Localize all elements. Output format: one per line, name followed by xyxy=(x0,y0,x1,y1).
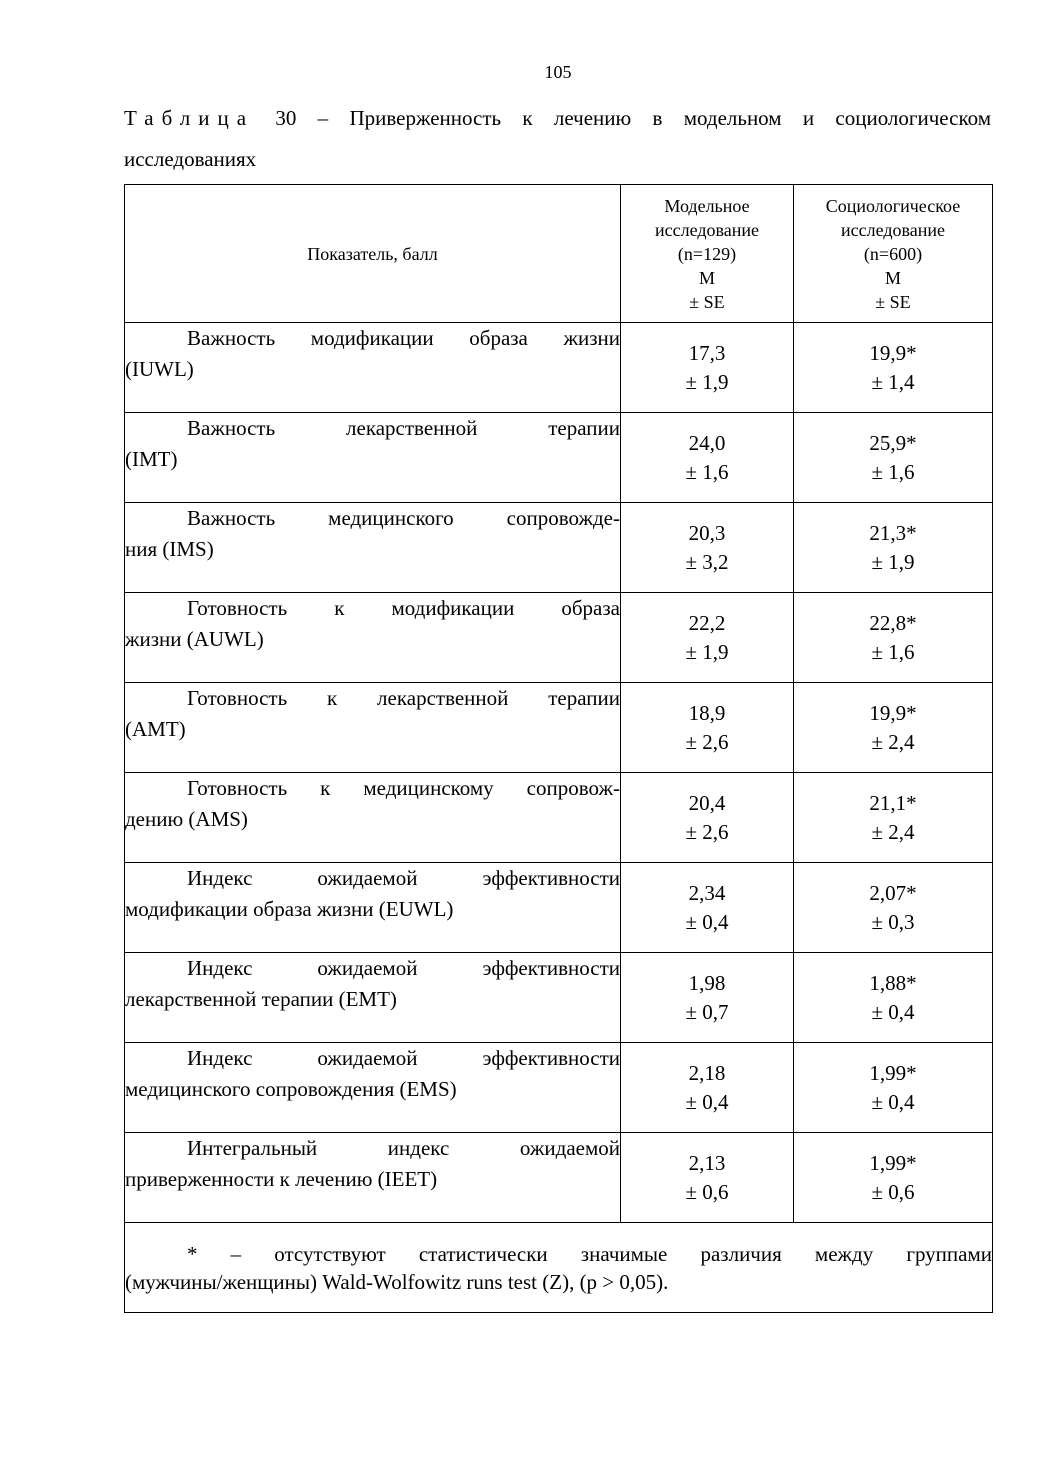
std-error: ± 1,9 xyxy=(871,549,915,574)
row-label-line: Важность медицинского сопровожде- xyxy=(187,506,620,530)
model-value xyxy=(621,323,794,413)
std-error: ± 1,6 xyxy=(685,459,729,484)
std-error: ± 0,3 xyxy=(871,909,915,934)
std-error: ± 0,4 xyxy=(871,999,915,1024)
mean: 22,8* xyxy=(869,610,917,635)
std-error: ± 1,6 xyxy=(871,639,915,664)
row-label-line: Индекс ожидаемой эффективности xyxy=(187,866,620,890)
row-label-line: Важность модификации образа жизни xyxy=(187,326,620,350)
std-error: ± 0,4 xyxy=(685,1089,729,1114)
mean: 1,99* xyxy=(869,1150,917,1175)
row-label-line: Индекс ожидаемой эффективности xyxy=(187,1046,620,1070)
std-error: ± 2,6 xyxy=(685,729,729,754)
table-row xyxy=(125,773,993,863)
row-label xyxy=(125,1043,621,1133)
row-label-line: (AMT) xyxy=(125,717,186,741)
header-sociological-study xyxy=(794,185,993,323)
std-error: ± 0,6 xyxy=(685,1179,729,1204)
mean: 18,9 xyxy=(688,700,726,725)
mean: 19,9* xyxy=(869,700,917,725)
row-label xyxy=(125,953,621,1043)
socio-value xyxy=(794,503,993,593)
mean: 24,0 xyxy=(688,430,726,455)
row-label-line: модификации образа жизни (EUWL) xyxy=(125,897,454,921)
adherence-table xyxy=(124,184,993,1313)
std-error: ± 2,6 xyxy=(685,819,729,844)
row-label xyxy=(125,503,621,593)
socio-value xyxy=(794,683,993,773)
row-label xyxy=(125,683,621,773)
mean: 2,34 xyxy=(688,880,726,905)
row-label xyxy=(125,413,621,503)
header-socio-line: исследование xyxy=(840,219,945,240)
mean: 20,3 xyxy=(688,520,726,545)
header-socio-line: (n=600) xyxy=(863,243,923,264)
std-error: ± 1,9 xyxy=(685,639,729,664)
model-value xyxy=(621,1043,794,1133)
socio-value xyxy=(794,323,993,413)
std-error: ± 2,4 xyxy=(871,729,915,754)
table-row xyxy=(125,863,993,953)
std-error: ± 0,4 xyxy=(871,1089,915,1114)
row-label xyxy=(125,593,621,683)
caption-lead: Таблица xyxy=(124,106,255,130)
socio-value xyxy=(794,593,993,683)
row-label xyxy=(125,323,621,413)
table-caption xyxy=(124,98,991,180)
mean: 22,2 xyxy=(688,610,726,635)
header-model-line: исследование xyxy=(654,219,759,240)
table-header-row xyxy=(125,185,993,323)
mean: 20,4 xyxy=(688,790,726,815)
model-value xyxy=(621,683,794,773)
socio-value xyxy=(794,863,993,953)
row-label-line: Интегральный индекс ожидаемой xyxy=(187,1136,620,1160)
row-label-line: жизни (AUWL) xyxy=(125,627,264,651)
std-error: ± 0,4 xyxy=(685,909,729,934)
std-error: ± 1,6 xyxy=(871,459,915,484)
std-error: ± 0,6 xyxy=(871,1179,915,1204)
row-label-line: Готовность к медицинскому сопровож- xyxy=(187,776,620,800)
row-label-line: Важность лекарственной терапии xyxy=(187,416,620,440)
mean: 1,88* xyxy=(869,970,917,995)
std-error: ± 0,7 xyxy=(685,999,729,1024)
footnote-line: * – отсутствуют статистически значимые различия между группами xyxy=(187,1241,992,1266)
header-model-line: ± SE xyxy=(689,291,725,312)
header-model-line: (n=129) xyxy=(677,243,737,264)
caption-line-2: исследованиях xyxy=(124,147,257,171)
header-model-line: M xyxy=(698,267,715,288)
row-label-line: ния (IMS) xyxy=(125,537,214,561)
model-value xyxy=(621,413,794,503)
std-error: ± 2,4 xyxy=(871,819,915,844)
mean: 2,13 xyxy=(688,1150,726,1175)
mean: 2,07* xyxy=(869,880,917,905)
std-error: ± 3,2 xyxy=(685,549,729,574)
row-label-line: (IUWL) xyxy=(125,357,194,381)
mean: 19,9* xyxy=(869,340,917,365)
table-row xyxy=(125,323,993,413)
header-model-study xyxy=(621,185,794,323)
mean: 1,98 xyxy=(688,970,726,995)
table-row xyxy=(125,413,993,503)
table-footnote xyxy=(125,1223,993,1313)
header-model-line: Модельное xyxy=(664,195,750,216)
mean: 25,9* xyxy=(869,430,917,455)
page-number: 105 xyxy=(544,62,572,82)
socio-value xyxy=(794,1133,993,1223)
row-label xyxy=(125,1133,621,1223)
row-label-line: (IMT) xyxy=(125,447,178,471)
row-label-line: Готовность к лекарственной терапии xyxy=(187,686,620,710)
model-value xyxy=(621,1133,794,1223)
footnote-line: (мужчины/женщины) Wald-Wolfowitz runs test (Z), (p > 0,05). xyxy=(125,1269,669,1294)
row-label-line: приверженности к лечению (IEET) xyxy=(125,1167,438,1191)
socio-value xyxy=(794,953,993,1043)
table-row xyxy=(125,593,993,683)
table-row xyxy=(125,953,993,1043)
mean: 21,3* xyxy=(869,520,917,545)
model-value xyxy=(621,503,794,593)
socio-value xyxy=(794,1043,993,1133)
table-row xyxy=(125,1133,993,1223)
row-label-line: лекарственной терапии (EMT) xyxy=(125,987,397,1011)
mean: 21,1* xyxy=(869,790,917,815)
table-row xyxy=(125,503,993,593)
mean: 17,3 xyxy=(688,340,726,365)
row-label-line: медицинского сопровождения (EMS) xyxy=(125,1077,457,1101)
table-row xyxy=(125,683,993,773)
row-label-line: Индекс ожидаемой эффективности xyxy=(187,956,620,980)
row-label-line: дению (AMS) xyxy=(125,807,248,831)
socio-value xyxy=(794,773,993,863)
std-error: ± 1,4 xyxy=(871,369,915,394)
model-value xyxy=(621,953,794,1043)
table-note-row xyxy=(125,1223,993,1313)
model-value xyxy=(621,593,794,683)
model-value xyxy=(621,863,794,953)
row-label xyxy=(125,773,621,863)
row-label-line: Готовность к модификации образа xyxy=(187,596,620,620)
table-row xyxy=(125,1043,993,1133)
std-error: ± 1,9 xyxy=(685,369,729,394)
mean: 1,99* xyxy=(869,1060,917,1085)
header-indicator: Показатель, балл xyxy=(125,185,621,323)
row-label xyxy=(125,863,621,953)
header-socio-line: M xyxy=(884,267,901,288)
socio-value xyxy=(794,413,993,503)
mean: 2,18 xyxy=(688,1060,726,1085)
header-socio-line: ± SE xyxy=(875,291,911,312)
caption-line-1 xyxy=(124,98,991,139)
caption-title: 30 – Приверженность к лечению в модельном и социологическом xyxy=(275,106,991,130)
model-value xyxy=(621,773,794,863)
header-socio-line: Социологическое xyxy=(825,195,961,216)
